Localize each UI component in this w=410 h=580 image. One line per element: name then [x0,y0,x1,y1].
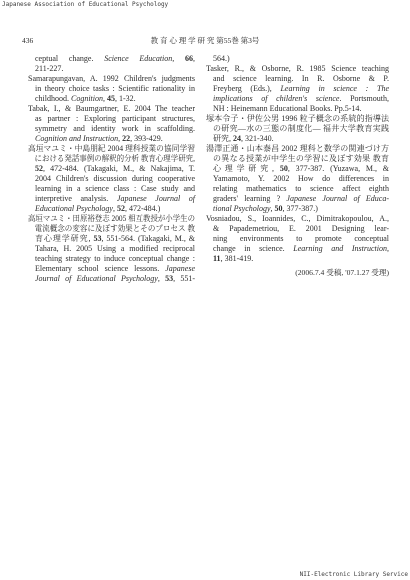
reference-line [206,74,389,84]
text-run: 564.) [213,54,230,63]
reference-continuation [206,54,389,64]
text-run: relating mathematics to science affect eighth [213,184,389,193]
text-run: interpretive analysis. [35,194,117,203]
text-run: graders' learning ? [213,194,287,203]
text-run: の異なる授業が中学生の学習に及ぼす効果 教育 [213,154,389,163]
running-header: 教 育 心 理 学 研 究 第55巻 第3号 [150,36,260,45]
reference-line [206,174,389,184]
text-run: and science learning. In R. Osborne & P. [213,74,389,83]
italic-title: Japanese Journal of [116,194,195,203]
text-run: における発話事例の解釈的分析 教育心理学研究, [34,154,195,163]
reference-line [28,74,195,84]
text-run: 高垣マユミ・田原裕登志 2005 相互教授が小学生の [28,214,195,223]
italic-title: Educational Psychology [35,204,113,213]
text-run: Freyberg (Eds.), [213,84,281,93]
text-run: ning environments to promote conceptual [213,234,389,243]
reference-line [206,84,389,94]
text-run: Tahara, H. 2005 Using a modified reciprocal [35,244,195,253]
italic-title: Science Education [104,54,173,63]
reference-line [28,144,195,154]
left-column [28,54,195,284]
reference-entry [206,214,389,264]
text-run: , 377-387.) [282,204,318,213]
italic-title: implications of children's science [213,94,340,103]
italic-title: Cognition [71,94,104,103]
reference-line [206,234,389,244]
text-run: Elementary school science lessons. [35,264,166,273]
text-run: Tasker, R., & Osborne, R. 1985 Science teaching [206,64,389,73]
text-run: 心理学研究, [213,164,280,173]
received-accepted-date: (2006.7.4 受稿, '07.1.27 受理) [295,268,389,277]
text-run: 湯澤正通・山本泰昌 2002 理科と数学の関連づけ方 [206,144,389,153]
text-run: ceptual change. [35,54,105,63]
text-run: , 377-387. (Yuzawa, M., & [287,164,390,173]
text-run: , [387,244,389,253]
reference-line [28,214,195,224]
text-run: teaching strategy to induce conceptual change : [35,254,195,263]
italic-title: Japanese [165,264,195,273]
volume-number: 52 [35,164,43,173]
reference-entry [206,114,389,144]
reference-continuation [28,54,195,74]
text-run: 塚本令子・伊佐公男 1996 粒子概念の系統的指導法 [206,114,389,123]
reference-line [28,194,195,204]
italic-title: tional Psychology [213,204,271,213]
volume-number: 53 [93,234,102,243]
source-watermark: Japanese Association of Educational Psychology [2,1,169,8]
reference-line [28,164,195,174]
text-run: , [103,94,108,103]
text-run: , 1-32. [115,94,136,103]
text-run: 研究, [213,134,233,143]
text-run: childhood. [35,94,71,103]
reference-line [206,164,389,174]
text-run: Yamamoto, Y. 2002 How do differences in [213,174,389,183]
reference-entry [206,144,389,214]
text-run: . Portsmouth, [339,94,389,103]
reference-line [206,124,389,134]
reference-line [206,204,389,214]
text-run: learning in a science class : Case study and [35,184,195,193]
text-run: , [270,204,275,213]
reference-line [28,134,195,144]
text-run: 電流概念の変容に及ぼす効果とそのプロセス 教 [34,224,195,233]
reference-line [28,174,195,184]
volume-number: 50 [279,164,288,173]
text-run: , [118,134,123,143]
text-run: , 472-484. (Takagaki, M., & Nakajima, T. [43,164,195,173]
reference-line [28,254,195,264]
text-run: Vosniadou, S., Ioannides, C., Dimitrakopoulou, A., [206,214,389,223]
text-run: & Papademetriou, E. 2001 Designing lear- [213,224,389,233]
reference-line [28,154,195,164]
volume-number: 53 [165,274,174,283]
text-run: Tabak, I., & Baumgartner, E. 2004 The teacher [28,104,195,113]
reference-line [206,154,389,164]
text-run: の研究―水の三態の制度化― 福井大学教育実践 [213,124,389,133]
text-run: symmetry and identity work in scaffolding. [35,124,195,133]
text-run: , 321-340. [241,134,274,143]
italic-title: Japanese Journal of Educa- [286,194,389,203]
text-run: , 551-564. (Takagaki, M., & [101,234,196,243]
reference-line [28,114,195,124]
text-run: in theory choice tasks : Scientific rationality in [35,84,195,93]
text-run: 2004 Children's discussion during cooperative [35,174,195,183]
text-run: , [112,204,117,213]
reference-line [28,224,195,234]
italic-title: Journal of Educational Psychology [35,274,158,283]
reference-line [206,54,389,64]
reference-line [206,244,389,254]
text-run: , 393-429. [130,134,163,143]
reference-list [28,54,195,284]
volume-number: 24 [233,134,241,143]
text-run: , [157,274,166,283]
text-run: , [172,54,185,63]
reference-line [28,94,195,104]
reference-entry [28,104,195,144]
reference-line [28,274,195,284]
reference-line [206,184,389,194]
text-run: , 551- [173,274,196,283]
text-run: Samarapungavan, A. 1992 Children's judgments [28,74,195,83]
italic-title: Cognition and Instruction [35,134,119,143]
volume-number: 66 [185,54,193,63]
text-run: 高垣マユミ・中島朋紀 2004 理科授業の協同学習 [28,144,195,153]
library-service-label: NII-Electronic Library Service [299,571,408,578]
text-run: change in science. [213,244,294,253]
reference-entry [28,144,195,214]
text-run: 211-227. [35,64,64,73]
reference-entry [28,214,195,284]
text-run: , 381-419. [220,254,254,263]
italic-title: Learning and Instruction [293,244,387,253]
reference-line [28,84,195,94]
volume-number: 22 [122,134,131,143]
reference-line [28,64,195,74]
reference-line [206,114,389,124]
reference-line [28,234,195,244]
reference-line [28,204,195,214]
text-run: , 472-484.) [124,204,161,213]
reference-line [28,264,195,274]
reference-line [28,124,195,134]
reference-line [28,244,195,254]
reference-line [206,254,389,264]
volume-number: 11 [213,254,221,263]
reference-line [206,214,389,224]
reference-line [206,144,389,154]
italic-title: Learning in science : The [280,84,389,93]
text-run: , [193,54,195,63]
reference-line [206,134,389,144]
reference-line [206,64,389,74]
reference-line [206,104,389,114]
text-run: 育心理学研究, [35,234,94,243]
reference-line [28,184,195,194]
text-run: NH : Heinemann Educational Books. Pp.5-14. [213,104,362,113]
volume-number: 45 [107,94,116,103]
right-column [206,54,389,278]
reference-line [206,224,389,234]
page-number: 436 [22,36,34,45]
volume-number: 50 [274,204,283,213]
reference-list [206,54,389,264]
reference-line [28,104,195,114]
reference-entry [206,64,389,114]
text-run: as partner : Exploring participant structures, [35,114,195,123]
reference-line [28,54,195,64]
reference-line [206,94,389,104]
reference-entry [28,74,195,104]
reference-line [206,194,389,204]
volume-number: 52 [116,204,125,213]
